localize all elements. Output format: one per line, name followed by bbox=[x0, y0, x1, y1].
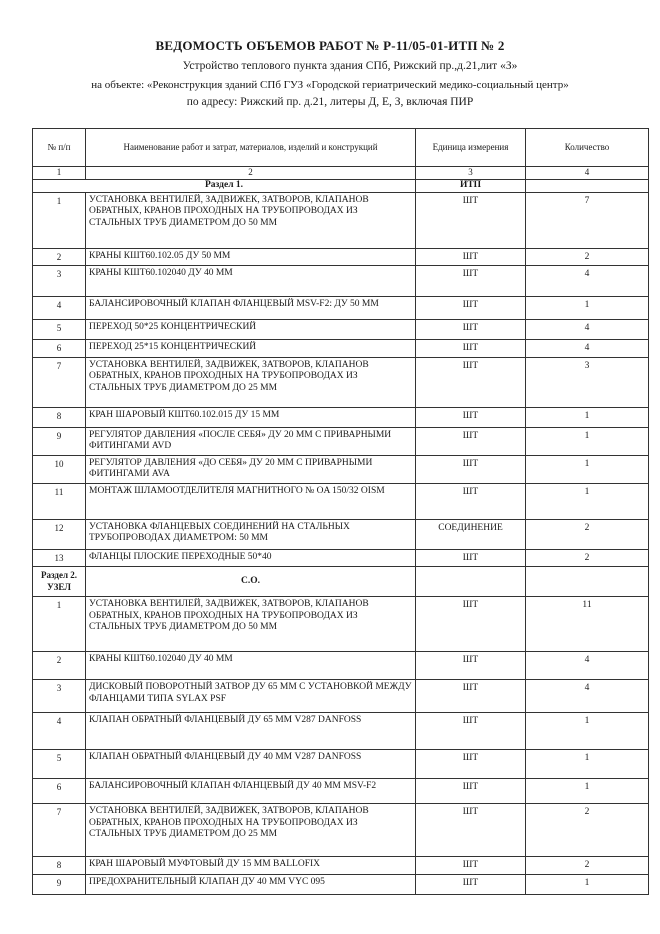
row-name: КЛАПАН ОБРАТНЫЙ ФЛАНЦЕВЫЙ ДУ 40 ММ V287 DANFOSS bbox=[86, 750, 416, 779]
row-name: ПЕРЕХОД 50*25 КОНЦЕНТРИЧЕСКИЙ bbox=[86, 320, 416, 340]
table-row bbox=[33, 266, 649, 297]
row-unit: ШТ bbox=[416, 597, 526, 652]
table-row bbox=[33, 857, 649, 875]
table-row bbox=[33, 804, 649, 857]
section-2-empty bbox=[416, 567, 526, 597]
table-row bbox=[33, 519, 649, 549]
col-number: 4 bbox=[526, 167, 649, 180]
row-name: УСТАНОВКА ВЕНТИЛЕЙ, ЗАДВИЖЕК, ЗАТВОРОВ, КЛАПАНОВ ОБРАТНЫХ, КРАНОВ ПРОХОДНЫХ НА ТРУБОПРОВОДАХ ИЗ СТАЛЬНЫХ ТРУБ ДИАМЕТРОМ ДО 50 ММ bbox=[86, 192, 416, 248]
address-line: по адресу: Рижский пр. д.21, литеры Д, Е, З, включая ПИР bbox=[186, 96, 474, 108]
row-name: КРАН ШАРОВЫЙ МУФТОВЫЙ ДУ 15 ММ BALLOFIX bbox=[86, 857, 416, 875]
col-header-qty: Количество bbox=[526, 129, 649, 167]
row-name: РЕГУЛЯТОР ДАВЛЕНИЯ «ДО СЕБЯ» ДУ 20 ММ С ПРИВАРНЫМИ ФИТИНГАМИ AVA bbox=[86, 455, 416, 483]
row-name: РЕГУЛЯТОР ДАВЛЕНИЯ «ПОСЛЕ СЕБЯ» ДУ 20 ММ С ПРИВАРНЫМИ ФИТИНГАМИ AVD bbox=[86, 427, 416, 455]
section-1-title: ИТП bbox=[416, 180, 526, 193]
row-number: 1 bbox=[33, 192, 86, 248]
row-unit: ШТ bbox=[416, 779, 526, 804]
row-quantity: 1 bbox=[526, 875, 649, 895]
row-quantity: 1 bbox=[526, 750, 649, 779]
row-number: 1 bbox=[33, 597, 86, 652]
row-number: 13 bbox=[33, 549, 86, 567]
document-title: ВЕДОМОСТЬ ОБЪЕМОВ РАБОТ № Р-11/05-01-ИТП № 2 bbox=[155, 38, 505, 53]
row-name: УСТАНОВКА ВЕНТИЛЕЙ, ЗАДВИЖЕК, ЗАТВОРОВ, КЛАПАНОВ ОБРАТНЫХ, КРАНОВ ПРОХОДНЫХ НА ТРУБОПРОВОДАХ ИЗ СТАЛЬНЫХ ТРУБ ДИАМЕТРОМ ДО 25 ММ bbox=[86, 357, 416, 407]
row-unit: ШТ bbox=[416, 407, 526, 427]
row-number: 3 bbox=[33, 266, 86, 297]
row-number: 10 bbox=[33, 455, 86, 483]
object-line: на объекте: «Реконструкция зданий СПб ГУЗ «Городской гериатрический медико-социальный центр» bbox=[91, 79, 569, 91]
table-row bbox=[33, 340, 649, 358]
table-row bbox=[33, 597, 649, 652]
table-row bbox=[33, 652, 649, 680]
row-number: 5 bbox=[33, 750, 86, 779]
row-unit: ШТ bbox=[416, 192, 526, 248]
row-name: БАЛАНСИРОВОЧНЫЙ КЛАПАН ФЛАНЦЕВЫЙ MSV-F2: ДУ 50 ММ bbox=[86, 297, 416, 320]
col-header-name: Наименование работ и затрат, материалов, изделий и конструкций bbox=[86, 129, 416, 167]
row-quantity: 2 bbox=[526, 549, 649, 567]
table-row bbox=[33, 357, 649, 407]
row-name: УСТАНОВКА ВЕНТИЛЕЙ, ЗАДВИЖЕК, ЗАТВОРОВ, КЛАПАНОВ ОБРАТНЫХ, КРАНОВ ПРОХОДНЫХ НА ТРУБОПРОВОДАХ ИЗ СТАЛЬНЫХ ТРУБ ДИАМЕТРОМ ДО 50 ММ bbox=[86, 597, 416, 652]
row-name: КЛАПАН ОБРАТНЫЙ ФЛАНЦЕВЫЙ ДУ 65 ММ V287 DANFOSS bbox=[86, 713, 416, 750]
row-number: 7 bbox=[33, 804, 86, 857]
row-quantity: 4 bbox=[526, 652, 649, 680]
row-unit: ШТ bbox=[416, 297, 526, 320]
row-number: 3 bbox=[33, 680, 86, 713]
col-number: 3 bbox=[416, 167, 526, 180]
row-quantity: 3 bbox=[526, 357, 649, 407]
row-unit: ШТ bbox=[416, 266, 526, 297]
subtitle-line: Устройство теплового пункта здания СПб, Рижский пр.,д.21,лит «З» bbox=[182, 60, 518, 72]
table-row bbox=[33, 713, 649, 750]
row-name: КРАНЫ КШТ60.102040 ДУ 40 ММ bbox=[86, 266, 416, 297]
row-name: УСТАНОВКА ФЛАНЦЕВЫХ СОЕДИНЕНИЙ НА СТАЛЬНЫХ ТРУБОПРОВОДАХ ДИАМЕТРОМ: 50 ММ bbox=[86, 519, 416, 549]
row-unit: СОЕДИНЕНИЕ bbox=[416, 519, 526, 549]
col-number: 1 bbox=[33, 167, 86, 180]
table-row bbox=[33, 320, 649, 340]
row-unit: ШТ bbox=[416, 804, 526, 857]
row-number: 12 bbox=[33, 519, 86, 549]
row-number: 9 bbox=[33, 875, 86, 895]
table-row bbox=[33, 680, 649, 713]
table-row bbox=[33, 875, 649, 895]
row-number: 2 bbox=[33, 652, 86, 680]
row-unit: ШТ bbox=[416, 750, 526, 779]
table-row bbox=[33, 779, 649, 804]
row-number: 5 bbox=[33, 320, 86, 340]
row-quantity: 2 bbox=[526, 857, 649, 875]
table-row bbox=[33, 407, 649, 427]
row-name: ФЛАНЦЫ ПЛОСКИЕ ПЕРЕХОДНЫЕ 50*40 bbox=[86, 549, 416, 567]
row-number: 2 bbox=[33, 248, 86, 266]
section-1-label: Раздел 1. bbox=[33, 180, 416, 193]
row-name: МОНТАЖ ШЛАМООТДЕЛИТЕЛЯ МАГНИТНОГО № OA 150/32 OISM bbox=[86, 483, 416, 519]
row-quantity: 1 bbox=[526, 455, 649, 483]
row-unit: ШТ bbox=[416, 320, 526, 340]
row-number: 7 bbox=[33, 357, 86, 407]
row-quantity: 1 bbox=[526, 483, 649, 519]
row-name: ДИСКОВЫЙ ПОВОРОТНЫЙ ЗАТВОР ДУ 65 ММ С УСТАНОВКОЙ МЕЖДУ ФЛАНЦАМИ ТИПА SYLAX PSF bbox=[86, 680, 416, 713]
row-name: КРАНЫ КШТ60.102.05 ДУ 50 ММ bbox=[86, 248, 416, 266]
row-name: ПРЕДОХРАНИТЕЛЬНЫЙ КЛАПАН ДУ 40 ММ VYC 095 bbox=[86, 875, 416, 895]
row-quantity: 1 bbox=[526, 297, 649, 320]
section-2-row bbox=[33, 567, 649, 597]
works-volume-table bbox=[32, 128, 649, 895]
row-unit: ШТ bbox=[416, 680, 526, 713]
row-number: 6 bbox=[33, 340, 86, 358]
section-2-empty bbox=[526, 567, 649, 597]
table-header-row bbox=[33, 129, 649, 167]
row-quantity: 11 bbox=[526, 597, 649, 652]
section-1-row bbox=[33, 180, 649, 193]
row-unit: ШТ bbox=[416, 549, 526, 567]
row-unit: ШТ bbox=[416, 857, 526, 875]
row-quantity: 2 bbox=[526, 519, 649, 549]
row-number: 4 bbox=[33, 297, 86, 320]
table-row bbox=[33, 483, 649, 519]
row-name: БАЛАНСИРОВОЧНЫЙ КЛАПАН ФЛАНЦЕВЫЙ ДУ 40 ММ MSV-F2 bbox=[86, 779, 416, 804]
table-row bbox=[33, 427, 649, 455]
row-number: 11 bbox=[33, 483, 86, 519]
row-unit: ШТ bbox=[416, 875, 526, 895]
row-name: ПЕРЕХОД 25*15 КОНЦЕНТРИЧЕСКИЙ bbox=[86, 340, 416, 358]
col-number: 2 bbox=[86, 167, 416, 180]
section-1-empty bbox=[526, 180, 649, 193]
row-name: УСТАНОВКА ВЕНТИЛЕЙ, ЗАДВИЖЕК, ЗАТВОРОВ, КЛАПАНОВ ОБРАТНЫХ, КРАНОВ ПРОХОДНЫХ НА ТРУБОПРОВОДАХ ИЗ СТАЛЬНЫХ ТРУБ ДИАМЕТРОМ ДО 25 ММ bbox=[86, 804, 416, 857]
row-unit: ШТ bbox=[416, 357, 526, 407]
table-row bbox=[33, 192, 649, 248]
row-number: 8 bbox=[33, 857, 86, 875]
row-quantity: 4 bbox=[526, 320, 649, 340]
row-unit: ШТ bbox=[416, 340, 526, 358]
row-unit: ШТ bbox=[416, 455, 526, 483]
row-unit: ШТ bbox=[416, 427, 526, 455]
column-numbers-row bbox=[33, 167, 649, 180]
row-quantity: 2 bbox=[526, 804, 649, 857]
row-quantity: 1 bbox=[526, 713, 649, 750]
row-number: 4 bbox=[33, 713, 86, 750]
row-quantity: 1 bbox=[526, 407, 649, 427]
row-quantity: 1 bbox=[526, 779, 649, 804]
section-2-title: С.О. bbox=[86, 567, 416, 597]
col-header-num: № п/п bbox=[33, 129, 86, 167]
table-row bbox=[33, 248, 649, 266]
row-name: КРАНЫ КШТ60.102040 ДУ 40 ММ bbox=[86, 652, 416, 680]
row-quantity: 4 bbox=[526, 680, 649, 713]
table-row bbox=[33, 549, 649, 567]
row-number: 9 bbox=[33, 427, 86, 455]
row-quantity: 7 bbox=[526, 192, 649, 248]
row-number: 8 bbox=[33, 407, 86, 427]
table-row bbox=[33, 750, 649, 779]
row-unit: ШТ bbox=[416, 248, 526, 266]
row-quantity: 2 bbox=[526, 248, 649, 266]
table-row bbox=[33, 455, 649, 483]
row-unit: ШТ bbox=[416, 483, 526, 519]
table-row bbox=[33, 297, 649, 320]
row-unit: ШТ bbox=[416, 652, 526, 680]
row-quantity: 1 bbox=[526, 427, 649, 455]
row-number: 6 bbox=[33, 779, 86, 804]
row-unit: ШТ bbox=[416, 713, 526, 750]
section-2-label: Раздел 2. УЗЕЛ bbox=[33, 567, 86, 597]
row-name: КРАН ШАРОВЫЙ КШТ60.102.015 ДУ 15 ММ bbox=[86, 407, 416, 427]
row-quantity: 4 bbox=[526, 340, 649, 358]
col-header-unit: Единица измерения bbox=[416, 129, 526, 167]
row-quantity: 4 bbox=[526, 266, 649, 297]
